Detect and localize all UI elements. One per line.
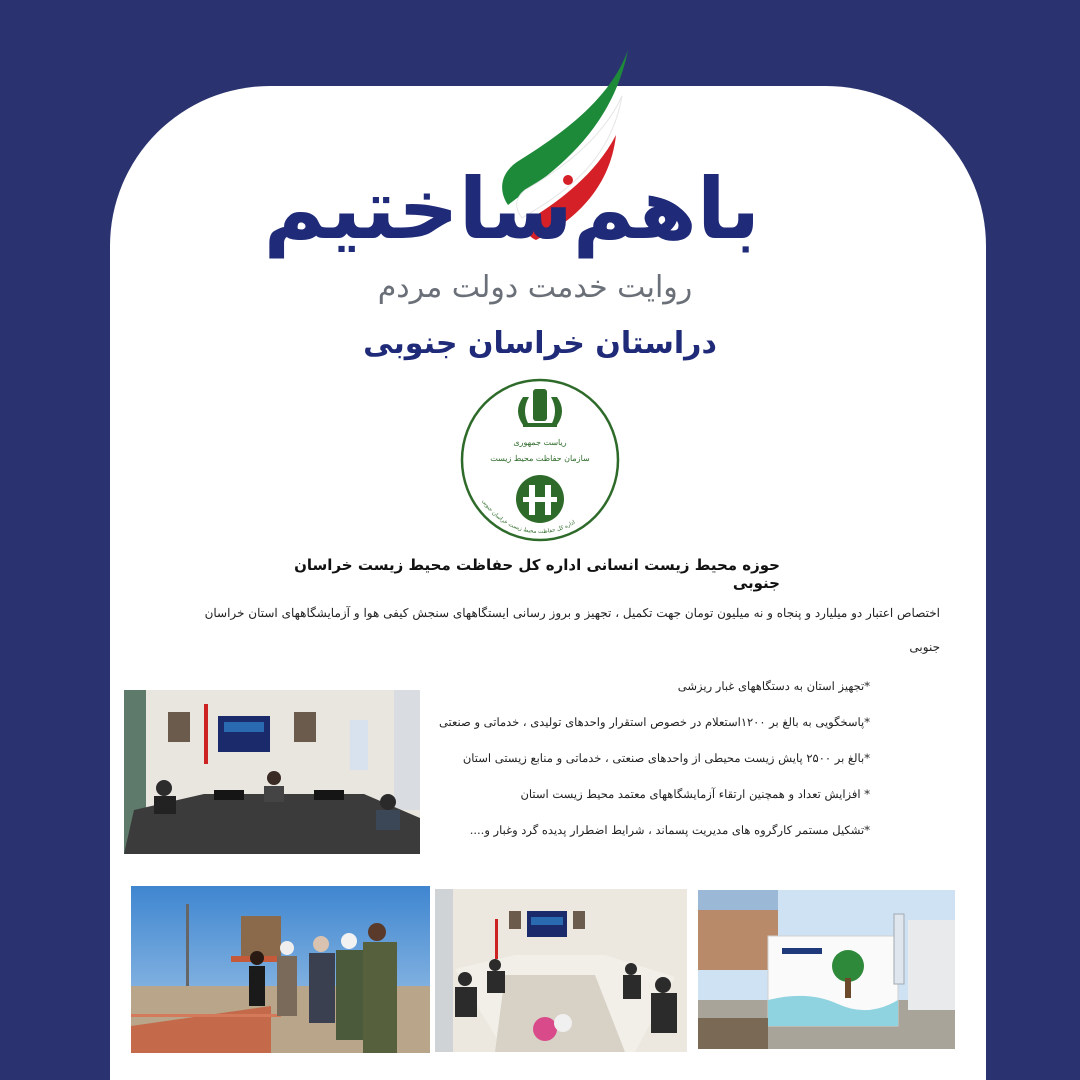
campaign-tagline: روایت خدمت دولت مردم <box>377 270 693 305</box>
doe-emblem <box>453 375 628 545</box>
conference-table-photo <box>435 889 687 1052</box>
list-item: *تجهیز استان به دستگاههای غبار ریزشی <box>677 679 870 693</box>
emblem-line1: ریاست جمهوری <box>513 438 567 447</box>
emblem-ring-text: اداره کل حفاظت محیط زیست خراسان جنوبی <box>480 498 577 536</box>
air-monitoring-station-photo <box>698 890 955 1049</box>
list-item: *تشکیل مستمر کارگروه های مدیریت پسماند ، شرایط اضطرار پدیده گرد وغبار و.... <box>469 823 870 837</box>
achievement-list <box>430 668 870 848</box>
article-intro: اختصاص اعتبار دو میلیارد و پنجاه و نه میلیون تومان جهت تکمیل ، تجهیز و بروز رسانی ایستگاههای سنجش کیفی هوا و آزمایشگاههای استان خراسان جنوبی <box>204 606 940 654</box>
meeting-room-photo <box>124 690 420 854</box>
list-item: *پاسخگویی به بالغ بر ۱۲۰۰استعلام در خصوص استقرار واحدهای تولیدی ، خدماتی و صنعتی <box>438 715 870 729</box>
campaign-logo <box>263 40 780 370</box>
campaign-region: دراستان خراسان جنوبی <box>363 326 717 361</box>
industrial-site-visit-photo <box>131 886 430 1053</box>
doe-emblem-icon <box>453 375 628 545</box>
list-item: * افزایش تعداد و همچنین ارتقاء آزمایشگاههای معتمد محیط زیست استان <box>520 787 870 801</box>
article-title: حوزه محیط زیست انسانی اداره کل حفاظت محیط زیست خراسان جنوبی <box>294 556 780 592</box>
list-item: *بالغ بر ۲۵۰۰ پایش زیست محیطی از واحدهای صنعتی ، خدماتی و منابع زیستی استان <box>462 751 870 765</box>
brand-wordmark: باهم‌ساختیم <box>263 160 760 258</box>
emblem-line2: سازمان حفاظت محیط زیست <box>490 454 590 463</box>
